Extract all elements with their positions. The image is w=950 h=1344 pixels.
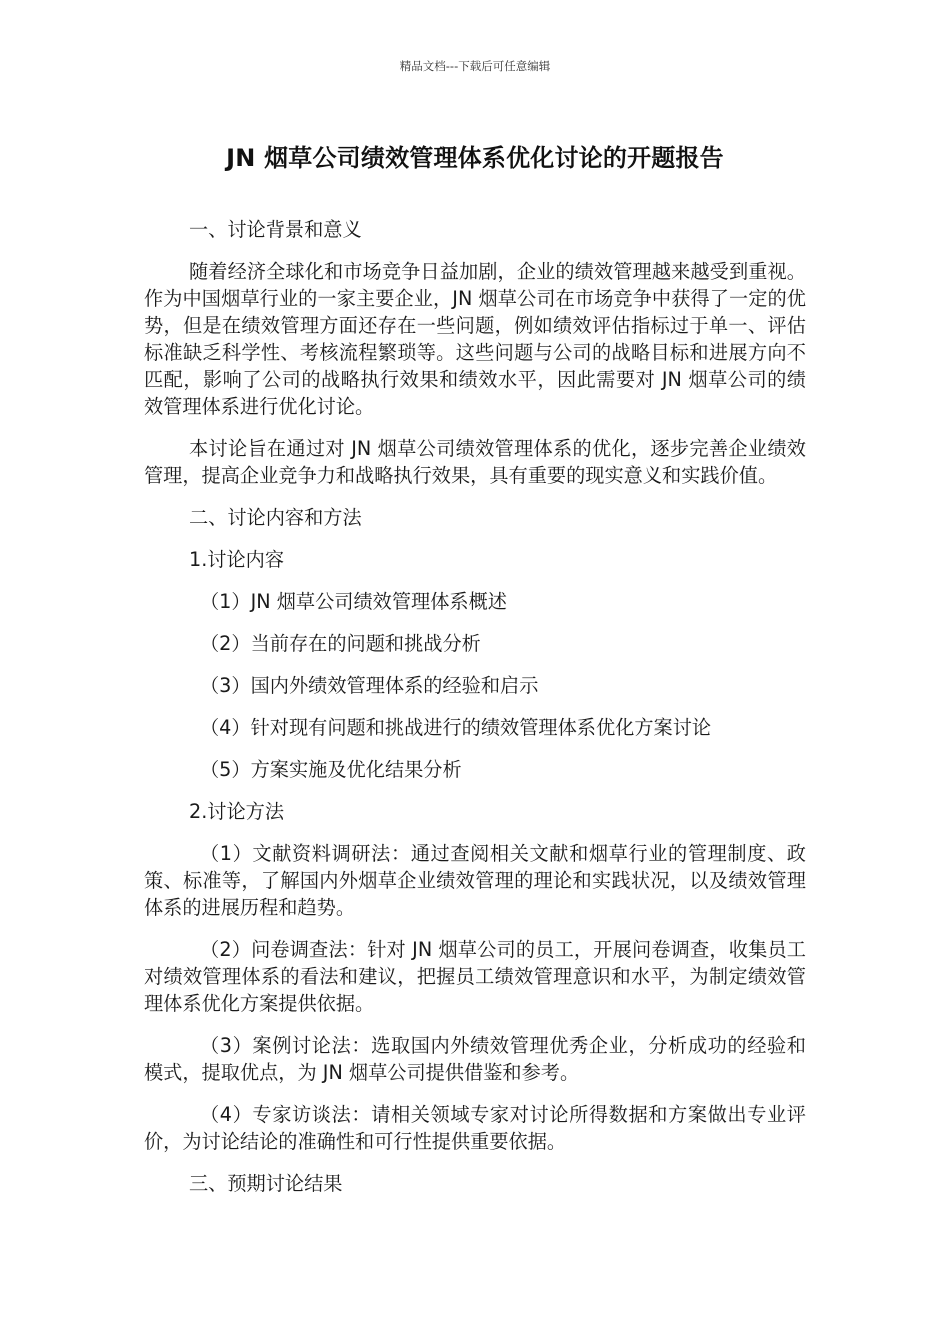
method-paragraph: （1）文献资料调研法：通过查阅相关文献和烟草行业的管理制度、政策、标准等，了解国内外烟草企业绩效管理的理论和实践状况，以及绩效管理体系的进展历程和趋势。 <box>144 842 806 919</box>
method-paragraph: （2）问卷调查法：针对 JN 烟草公司的员工，开展问卷调查，收集员工对绩效管理体系的看法和建议，把握员工绩效管理意识和水平，为制定绩效管理体系优化方案提供依据。 <box>144 938 806 1015</box>
header-watermark: 精品文档---下载后可任意编辑 <box>399 59 551 73</box>
paragraph: 随着经济全球化和市场竞争日益加剧，企业的绩效管理越来越受到重视。作为中国烟草行业的一家主要企业，JN 烟草公司在市场竞争中获得了一定的优势，但是在绩效管理方面还存在一些问题，例如绩效评估指标过于单一、评估标准缺乏科学性、考核流程繁琐等。这些问题与公司的战略目标和进展方向不匹配，影响了公司的战略执行效果和绩效水平，因此需要对 JN 烟草公司的绩效管理体系进行优化讨论。 <box>144 260 806 418</box>
paragraph: 本讨论旨在通过对 JN 烟草公司绩效管理体系的优化，逐步完善企业绩效管理，提高企业竞争力和战略执行效果，具有重要的现实意义和实践价值。 <box>144 437 806 487</box>
list-item: （4）针对现有问题和挑战进行的绩效管理体系优化方案讨论 <box>200 716 712 739</box>
method-paragraph: （3）案例讨论法：选取国内外绩效管理优秀企业，分析成功的经验和模式，提取优点，为 JN 烟草公司提供借鉴和参考。 <box>144 1034 806 1084</box>
document-body <box>144 216 806 1212</box>
section-heading: 三、预期讨论结果 <box>189 1172 343 1195</box>
document-title: JN 烟草公司绩效管理体系优化讨论的开题报告 <box>226 144 724 172</box>
section-heading: 一、讨论背景和意义 <box>189 218 362 241</box>
method-paragraph: （4）专家访谈法：请相关领域专家对讨论所得数据和方案做出专业评价，为讨论结论的准确性和可行性提供重要依据。 <box>144 1103 806 1153</box>
subsection-heading: 1.讨论内容 <box>189 548 285 571</box>
section-heading: 二、讨论内容和方法 <box>189 506 362 529</box>
list-item: （2）当前存在的问题和挑战分析 <box>200 632 481 655</box>
list-item: （1）JN 烟草公司绩效管理体系概述 <box>200 590 507 613</box>
list-item: （3）国内外绩效管理体系的经验和启示 <box>200 674 539 697</box>
list-item: （5）方案实施及优化结果分析 <box>200 758 462 781</box>
subsection-heading: 2.讨论方法 <box>189 800 285 823</box>
